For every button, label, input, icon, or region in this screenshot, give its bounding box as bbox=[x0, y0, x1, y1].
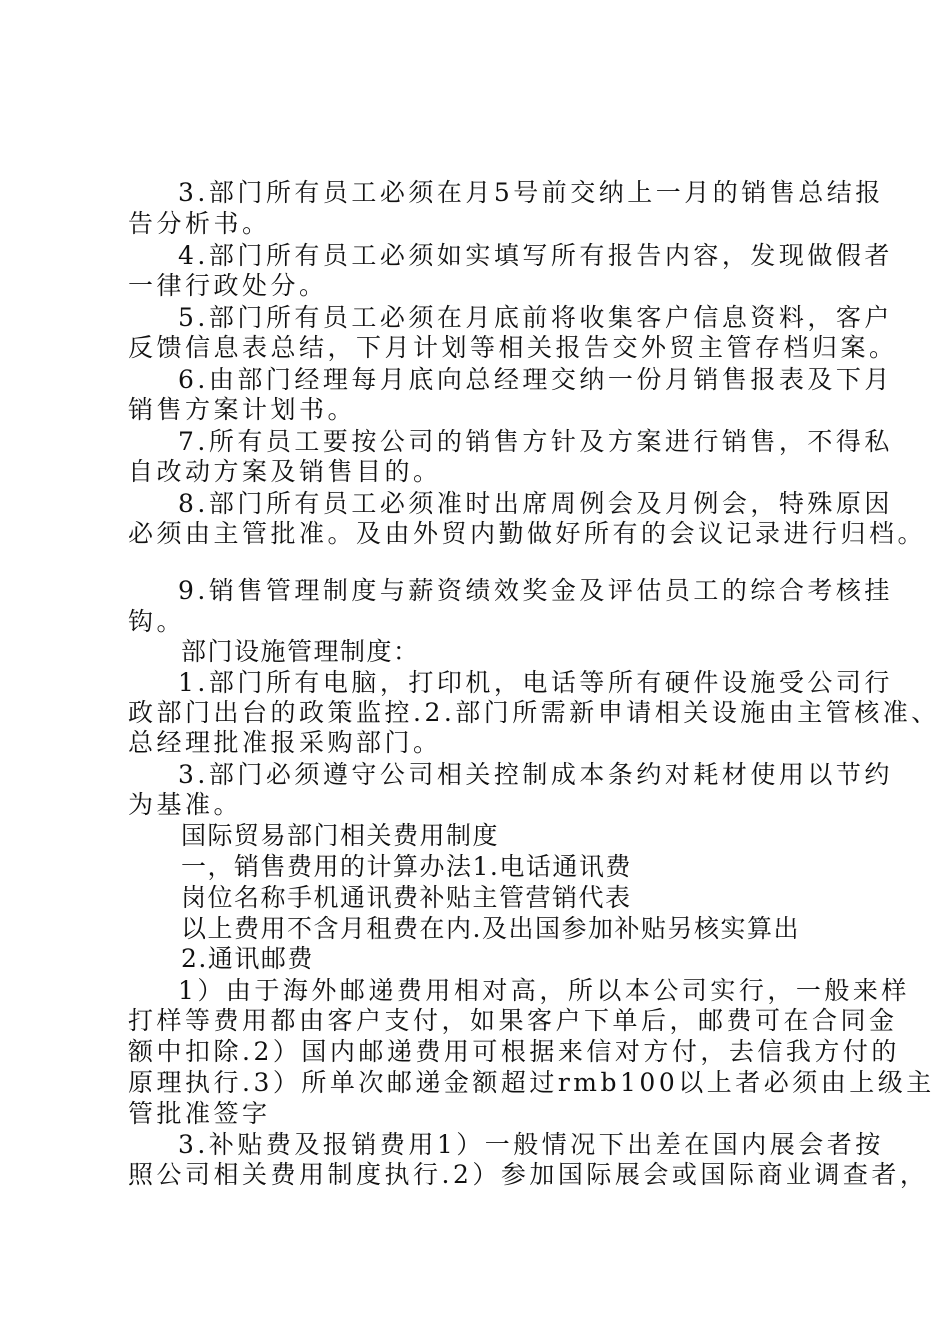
paragraph-line: 8.部门所有员工必须准时出席周例会及月例会，特殊原因 bbox=[178, 489, 893, 518]
section-heading: 国际贸易部门相关费用制度 bbox=[181, 821, 500, 850]
paragraph-line: 3.部门必须遵守公司相关控制成本条约对耗材使用以节约 bbox=[178, 760, 893, 789]
paragraph-line: 5.部门所有员工必须在月底前将收集客户信息资料，客户 bbox=[178, 303, 893, 332]
paragraph-line: 额中扣除.2）国内邮递费用可根据来信对方付，去信我方付的 bbox=[128, 1037, 900, 1066]
paragraph-line: 一律行政处分。 bbox=[128, 271, 328, 300]
paragraph-line: 7.所有员工要按公司的销售方针及方案进行销售，不得私 bbox=[178, 427, 893, 456]
paragraph-line: 销售方案计划书。 bbox=[128, 395, 357, 424]
paragraph-line: 告分析书。 bbox=[128, 209, 271, 238]
paragraph-line: 6.由部门经理每月底向总经理交纳一份月销售报表及下月 bbox=[178, 365, 893, 394]
paragraph-line: 反馈信息表总结，下月计划等相关报告交外贸主管存档归案。 bbox=[128, 333, 898, 362]
paragraph-line: 1）由于海外邮递费用相对高，所以本公司实行，一般来样 bbox=[178, 976, 910, 1005]
paragraph-line: 总经理批准报采购部门。 bbox=[128, 728, 442, 757]
paragraph-line: 1.部门所有电脑，打印机，电话等所有硬件设施受公司行 bbox=[178, 668, 893, 697]
paragraph-line: 4.部门所有员工必须如实填写所有报告内容，发现做假者 bbox=[178, 241, 893, 270]
paragraph-line: 以上费用不含月租费在内.及出国参加补贴另核实算出 bbox=[181, 914, 800, 943]
paragraph-line: 岗位名称手机通讯费补贴主管营销代表 bbox=[181, 883, 632, 912]
paragraph-line: 打样等费用都由客户支付，如果客户下单后，邮费可在合同金 bbox=[128, 1006, 898, 1035]
paragraph-line: 必须由主管批准。及由外贸内勤做好所有的会议记录进行归档。 bbox=[128, 519, 927, 548]
paragraph-line: 原理执行.3）所单次邮递金额超过rmb100以上者必须由上级主 bbox=[128, 1068, 935, 1097]
paragraph-line: 钩。 bbox=[128, 607, 186, 636]
paragraph-line: 政部门出台的政策监控.2.部门所需新申请相关设施由主管核准、 bbox=[128, 698, 940, 727]
paragraph-line: 一，销售费用的计算办法1.电话通讯费 bbox=[181, 852, 632, 881]
section-heading: 2.通讯邮费 bbox=[181, 944, 314, 973]
paragraph-line: 自改动方案及销售目的。 bbox=[128, 457, 442, 486]
paragraph-line: 9.销售管理制度与薪资绩效奖金及评估员工的综合考核挂 bbox=[178, 576, 893, 605]
paragraph-line: 3.部门所有员工必须在月5号前交纳上一月的销售总结报 bbox=[178, 178, 884, 207]
paragraph-line: 管批准签字 bbox=[128, 1099, 271, 1128]
paragraph-line: 照公司相关费用制度执行.2）参加国际展会或国际商业调查者， bbox=[128, 1160, 929, 1189]
paragraph-line: 为基准。 bbox=[128, 790, 243, 819]
paragraph-line: 3.补贴费及报销费用1）一般情况下出差在国内展会者按 bbox=[178, 1130, 884, 1159]
section-heading: 部门设施管理制度： bbox=[181, 637, 420, 666]
